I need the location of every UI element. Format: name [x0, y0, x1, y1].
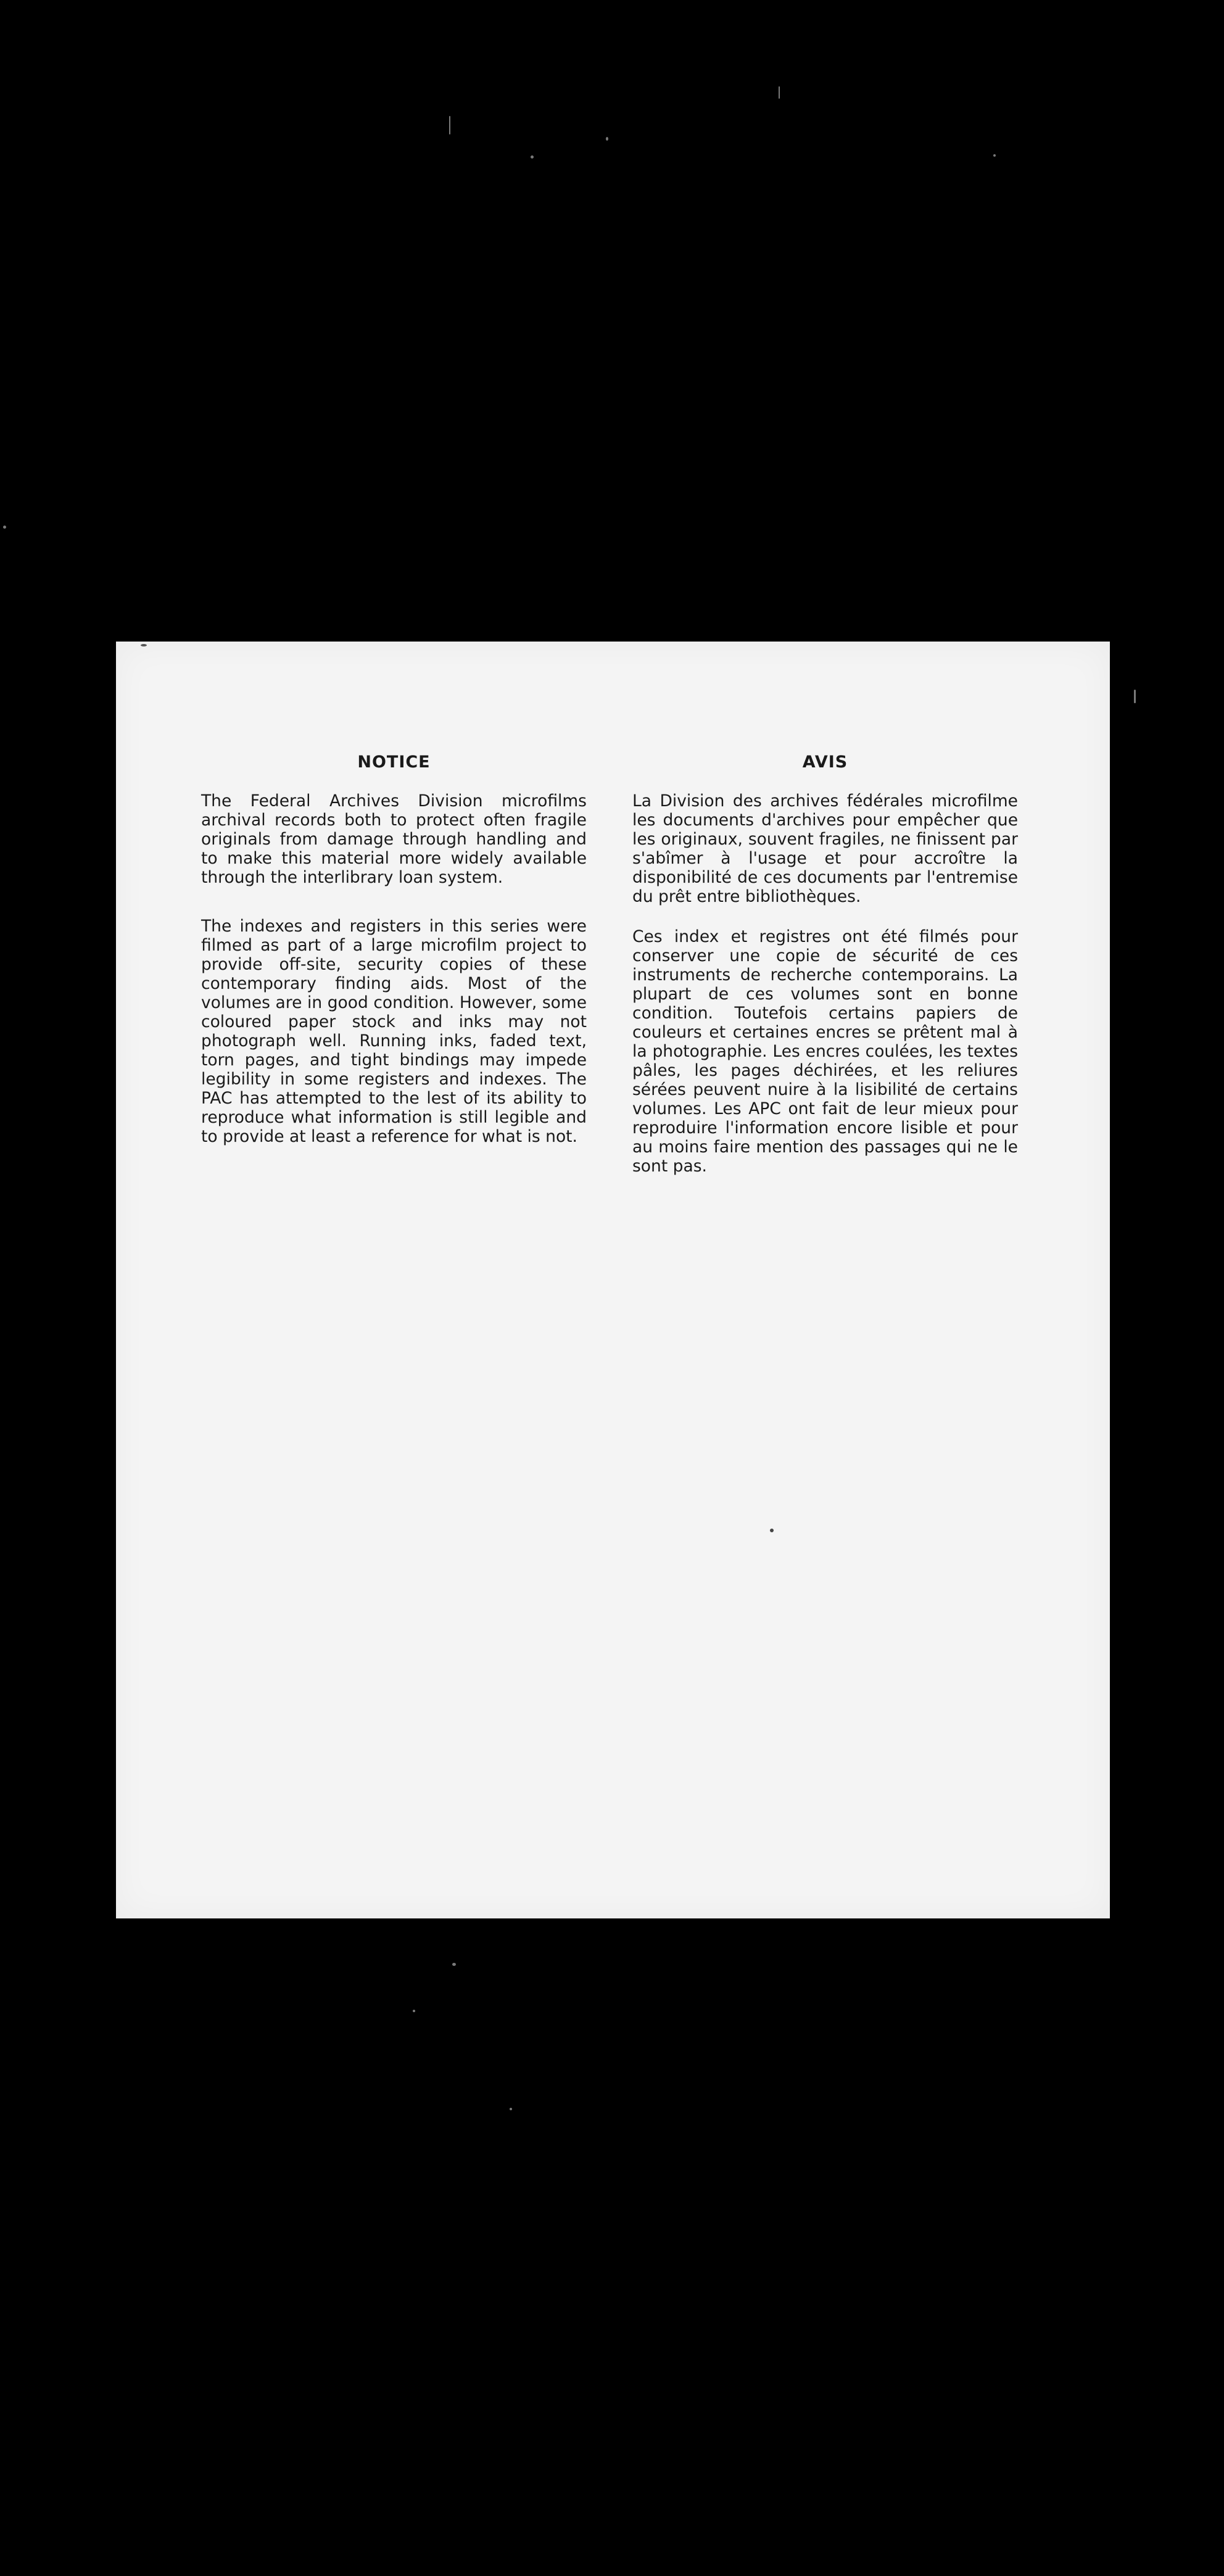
film-speck — [3, 526, 6, 529]
avis-heading: AVIS — [802, 753, 848, 772]
page-speck — [141, 644, 147, 646]
film-speck — [452, 1963, 456, 1966]
film-speck — [993, 154, 996, 157]
avis-column — [632, 753, 1018, 1197]
film-speck — [606, 137, 608, 141]
avis-paragraph-1: La Division des archives fédérales microfilme les documents d'archives pour empêcher que les originaux, souvent fragiles, ne finissent par s'abîmer à l'usage et pour accroître la disponibilité de ces documents par l'entremise du prêt entre bibliothèques. — [632, 791, 1018, 906]
avis-paragraph-2: Ces index et registres ont été filmés pour conserver une copie de sécurité de ces instruments de recherche contemporains. La plupart de ces volumes sont en bonne condition. Toutefois certains papiers de couleurs et certaines encres se prêtent mal à la photographie. Les encres coulées, les textes pâles, les pages déchirées, et les reliures sérées peuvent nuire à la lisibilité de certains volumes. Les APC ont fait de leur mieux pour reproduire l'information encore lisible et pour au moins faire mention des passages qui ne le sont pas. — [632, 927, 1018, 1176]
notice-paragraph-1: The Federal Archives Division microfilms archival records both to protect often fragile originals from damage through handling and to make this material more widely available through the interlibrary loan system. — [201, 791, 587, 887]
film-speck — [1134, 690, 1136, 703]
film-speck — [413, 2010, 415, 2012]
page-speck — [770, 1529, 774, 1532]
notice-paragraph-2: The indexes and registers in this series were filmed as part of a large microfilm project to provide off-site, security copies of these contemporary finding aids. Most of the volumes are in good condition. However, some coloured paper stock and inks may not photograph well. Running inks, faded text, torn pages, and tight bindings may impede legibility in some registers and indexes. The PAC has attempted to the lest of its ability to reproduce what information is still legible and to provide at least a reference for what is not. — [201, 917, 587, 1146]
notice-heading: NOTICE — [357, 753, 431, 772]
film-speck — [531, 155, 534, 159]
film-speck — [510, 2108, 512, 2110]
film-speck — [779, 86, 780, 99]
document-page — [116, 642, 1110, 1918]
notice-column — [201, 753, 587, 1176]
film-speck — [449, 116, 450, 134]
